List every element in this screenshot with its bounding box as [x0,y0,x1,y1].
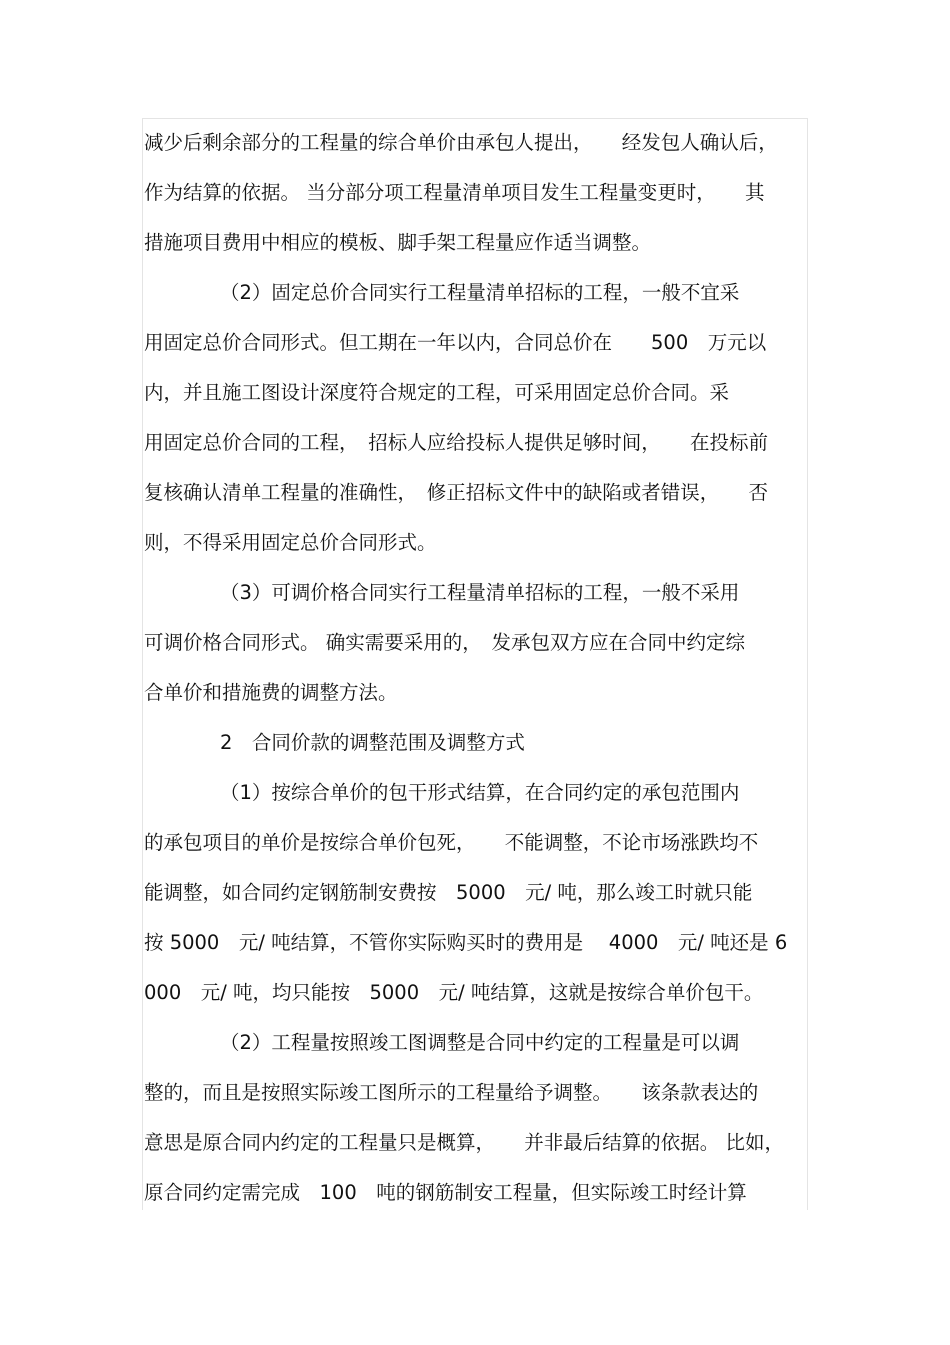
page-frame-right [807,118,808,1210]
text-line: 复核确认清单工程量的准确性， 修正招标文件中的缺陷或者错误， 否 [144,481,769,504]
text-line: 按 5000 元/ 吨结算，不管你实际购买时的费用是 4000 元/ 吨还是 6 [144,931,788,954]
section-heading: 2 合同价款的调整范围及调整方式 [220,731,525,754]
text-line: 内，并且施工图设计深度符合规定的工程，可采用固定总价合同。采 [144,381,730,404]
text-line: 000 元/ 吨，均只能按 5000 元/ 吨结算，这就是按综合单价包干。 [144,981,764,1004]
paragraph-start: （2）固定总价合同实行工程量清单招标的工程，一般不宜采 [220,281,740,304]
text-line: 合单价和措施费的调整方法。 [144,681,398,704]
paragraph-start: （3）可调价格合同实行工程量清单招标的工程，一般不采用 [220,581,740,604]
text-line: 减少后剩余部分的工程量的综合单价由承包人提出， 经发包人确认后， [144,131,778,154]
text-line: 原合同约定需完成 100 吨的钢筋制安工程量，但实际竣工时经计算 [144,1181,747,1204]
paragraph-start: （1）按综合单价的包干形式结算，在合同约定的承包范围内 [220,781,740,804]
text-line: 用固定总价合同形式。但工期在一年以内，合同总价在 500 万元以 [144,331,767,354]
text-line: 作为结算的依据。 当分部分项工程量清单项目发生工程量变更时， 其 [144,181,765,204]
page-frame-left [142,118,143,1210]
text-line: 的承包项目的单价是按综合单价包死， 不能调整，不论市场涨跌均不 [144,831,759,854]
text-line: 整的，而且是按照实际竣工图所示的工程量给予调整。 该条款表达的 [144,1081,759,1104]
text-line: 则，不得采用固定总价合同形式。 [144,531,437,554]
text-line: 能调整，如合同约定钢筋制安费按 5000 元/ 吨，那么竣工时就只能 [144,881,753,904]
text-line: 意思是原合同内约定的工程量只是概算， 并非最后结算的依据。 比如， [144,1131,784,1154]
page-frame-top [142,118,808,119]
text-line: 措施项目费用中相应的模板、脚手架工程量应作适当调整。 [144,231,652,254]
text-line: 可调价格合同形式。 确实需要采用的， 发承包双方应在合同中约定综 [144,631,745,654]
paragraph-start: （2）工程量按照竣工图调整是合同中约定的工程量是可以调 [220,1031,740,1054]
text-line: 用固定总价合同的工程， 招标人应给投标人提供足够时间， 在投标前 [144,431,769,454]
